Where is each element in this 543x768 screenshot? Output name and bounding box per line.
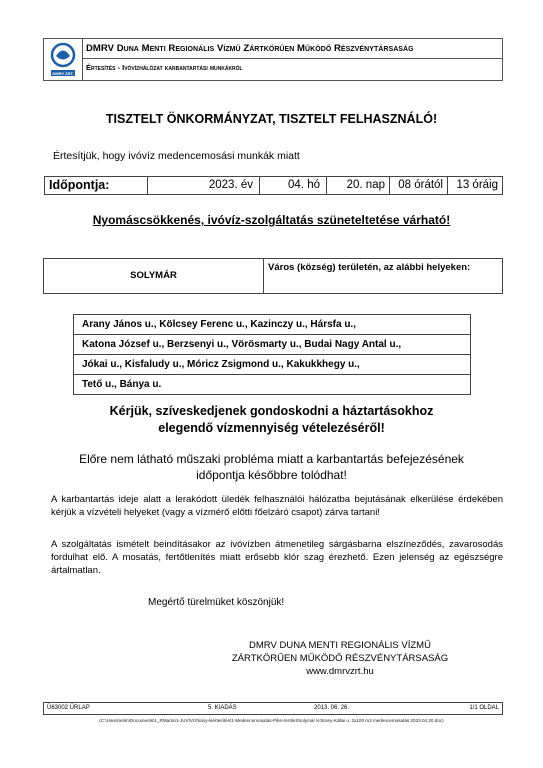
street-row: Tető u., Bánya u. [74, 374, 470, 394]
date-month: 04. hó [259, 177, 326, 194]
date-table [44, 176, 503, 195]
svg-text:DMRV ZRT.: DMRV ZRT. [52, 71, 74, 76]
delay-line-1: Előre nem látható műszaki probléma miatt a karbantartás befejezésének [79, 452, 464, 466]
date-day: 20. nap [326, 177, 389, 194]
intro-text: Értesítjük, hogy ivóvíz medencemosási munkák miatt [53, 150, 300, 162]
edition: 5. KIADÁS [208, 705, 237, 711]
signature-line-2: ZÁRTKÖRŰEN MŰKÖDŐ RÉSZVÉNYTÁRSASÁG [231, 653, 449, 664]
date-label: Időpontja: [49, 178, 110, 192]
request-text [0, 403, 543, 437]
water-drop-logo-icon [44, 39, 82, 80]
signature-block [210, 639, 470, 678]
page-number: 1/1 OLDAL [469, 705, 499, 711]
sediment-paragraph: A karbantartás ideje alatt a lerakódott üledék felhasználói hálózatba bejutásának elkerülése érdekében kérjük a vízvételi helyeket (vagy a vízmérő előtti főelzáró csapot) zárva tartani! [51, 494, 503, 518]
request-line-2: elegendő vízmennyiség vételezéséről! [158, 421, 385, 435]
greeting-heading: TISZTELT ÖNKORMÁNYZAT, TISZTELT FELHASZNÁLÓ! [105, 112, 438, 126]
street-row: Arany János u., Kölcsey Ferenc u., Kazinczy u., Hársfa u., [82, 319, 356, 330]
document-subtitle: Értesítés - Ivóvízhálózat karbantartási munkákról [86, 63, 243, 72]
file-path: (C:\Users\etim\Documents\1_RMarta\1-JUV\Vízhiány-kiértesítés\1-Medencemosatás-Pilisi-terület\Solymár Kölcsey-Kállai u. 2x100 m3 medencemosatás 2023.04.20.doc) [99, 718, 444, 723]
request-line-1: Kérjük, szíveskedjenek gondoskodni a háztartásokhoz [109, 404, 434, 418]
form-date: 2013. 06. 26. [314, 705, 350, 711]
city-name: SOLYMÁR [44, 259, 264, 293]
date-from: 08 órától [389, 177, 447, 194]
date-to: 13 óráig [447, 177, 502, 194]
discoloration-paragraph: A szolgáltatás ismételt beindításakor az ivóvízben átmenetileg sárgásbarna elszíneződés, zavarosodás fordulhat elő. A mosatás, fertőtlenítés miatt erősebb klór szag érezhető. Ezen jelenség az egészségre ártalmatlan. [51, 539, 503, 576]
delay-notice [0, 451, 543, 483]
location-table [43, 258, 503, 294]
delay-line-2: időpontja későbbre tolódhat! [196, 468, 347, 482]
street-row: Jókai u., Kisfaludy u., Móricz Zsigmond u., Kakukkhegy u., [74, 354, 470, 374]
warning-heading: Nyomáscsökkenés, ivóvíz-szolgáltatás szüneteltetése várható! [92, 213, 451, 227]
website-link[interactable]: www.dmrvzrt.hu [306, 666, 374, 677]
streets-table [73, 314, 471, 395]
form-code: Ü63002 ŰRLAP [47, 705, 90, 711]
company-name: DMRV Duna Menti Regionális Vízmű Zártkörűen Működő Részvénytársaság [86, 43, 414, 54]
document-header [43, 38, 503, 81]
date-year: 2023. év [147, 177, 259, 194]
signature-line-1: DMRV DUNA MENTI REGIONÁLIS VÍZMŰ [249, 640, 431, 651]
street-row: Katona József u., Berzsenyi u., Vörösmarty u., Budai Nagy Antal u., [74, 334, 470, 354]
thanks-text: Megértő türelmüket köszönjük! [148, 597, 285, 608]
location-description: Város (község) területén, az alábbi helyeken: [268, 262, 471, 273]
form-footer [43, 702, 503, 715]
dmrv-logo [44, 39, 83, 80]
header-divider [82, 58, 502, 59]
